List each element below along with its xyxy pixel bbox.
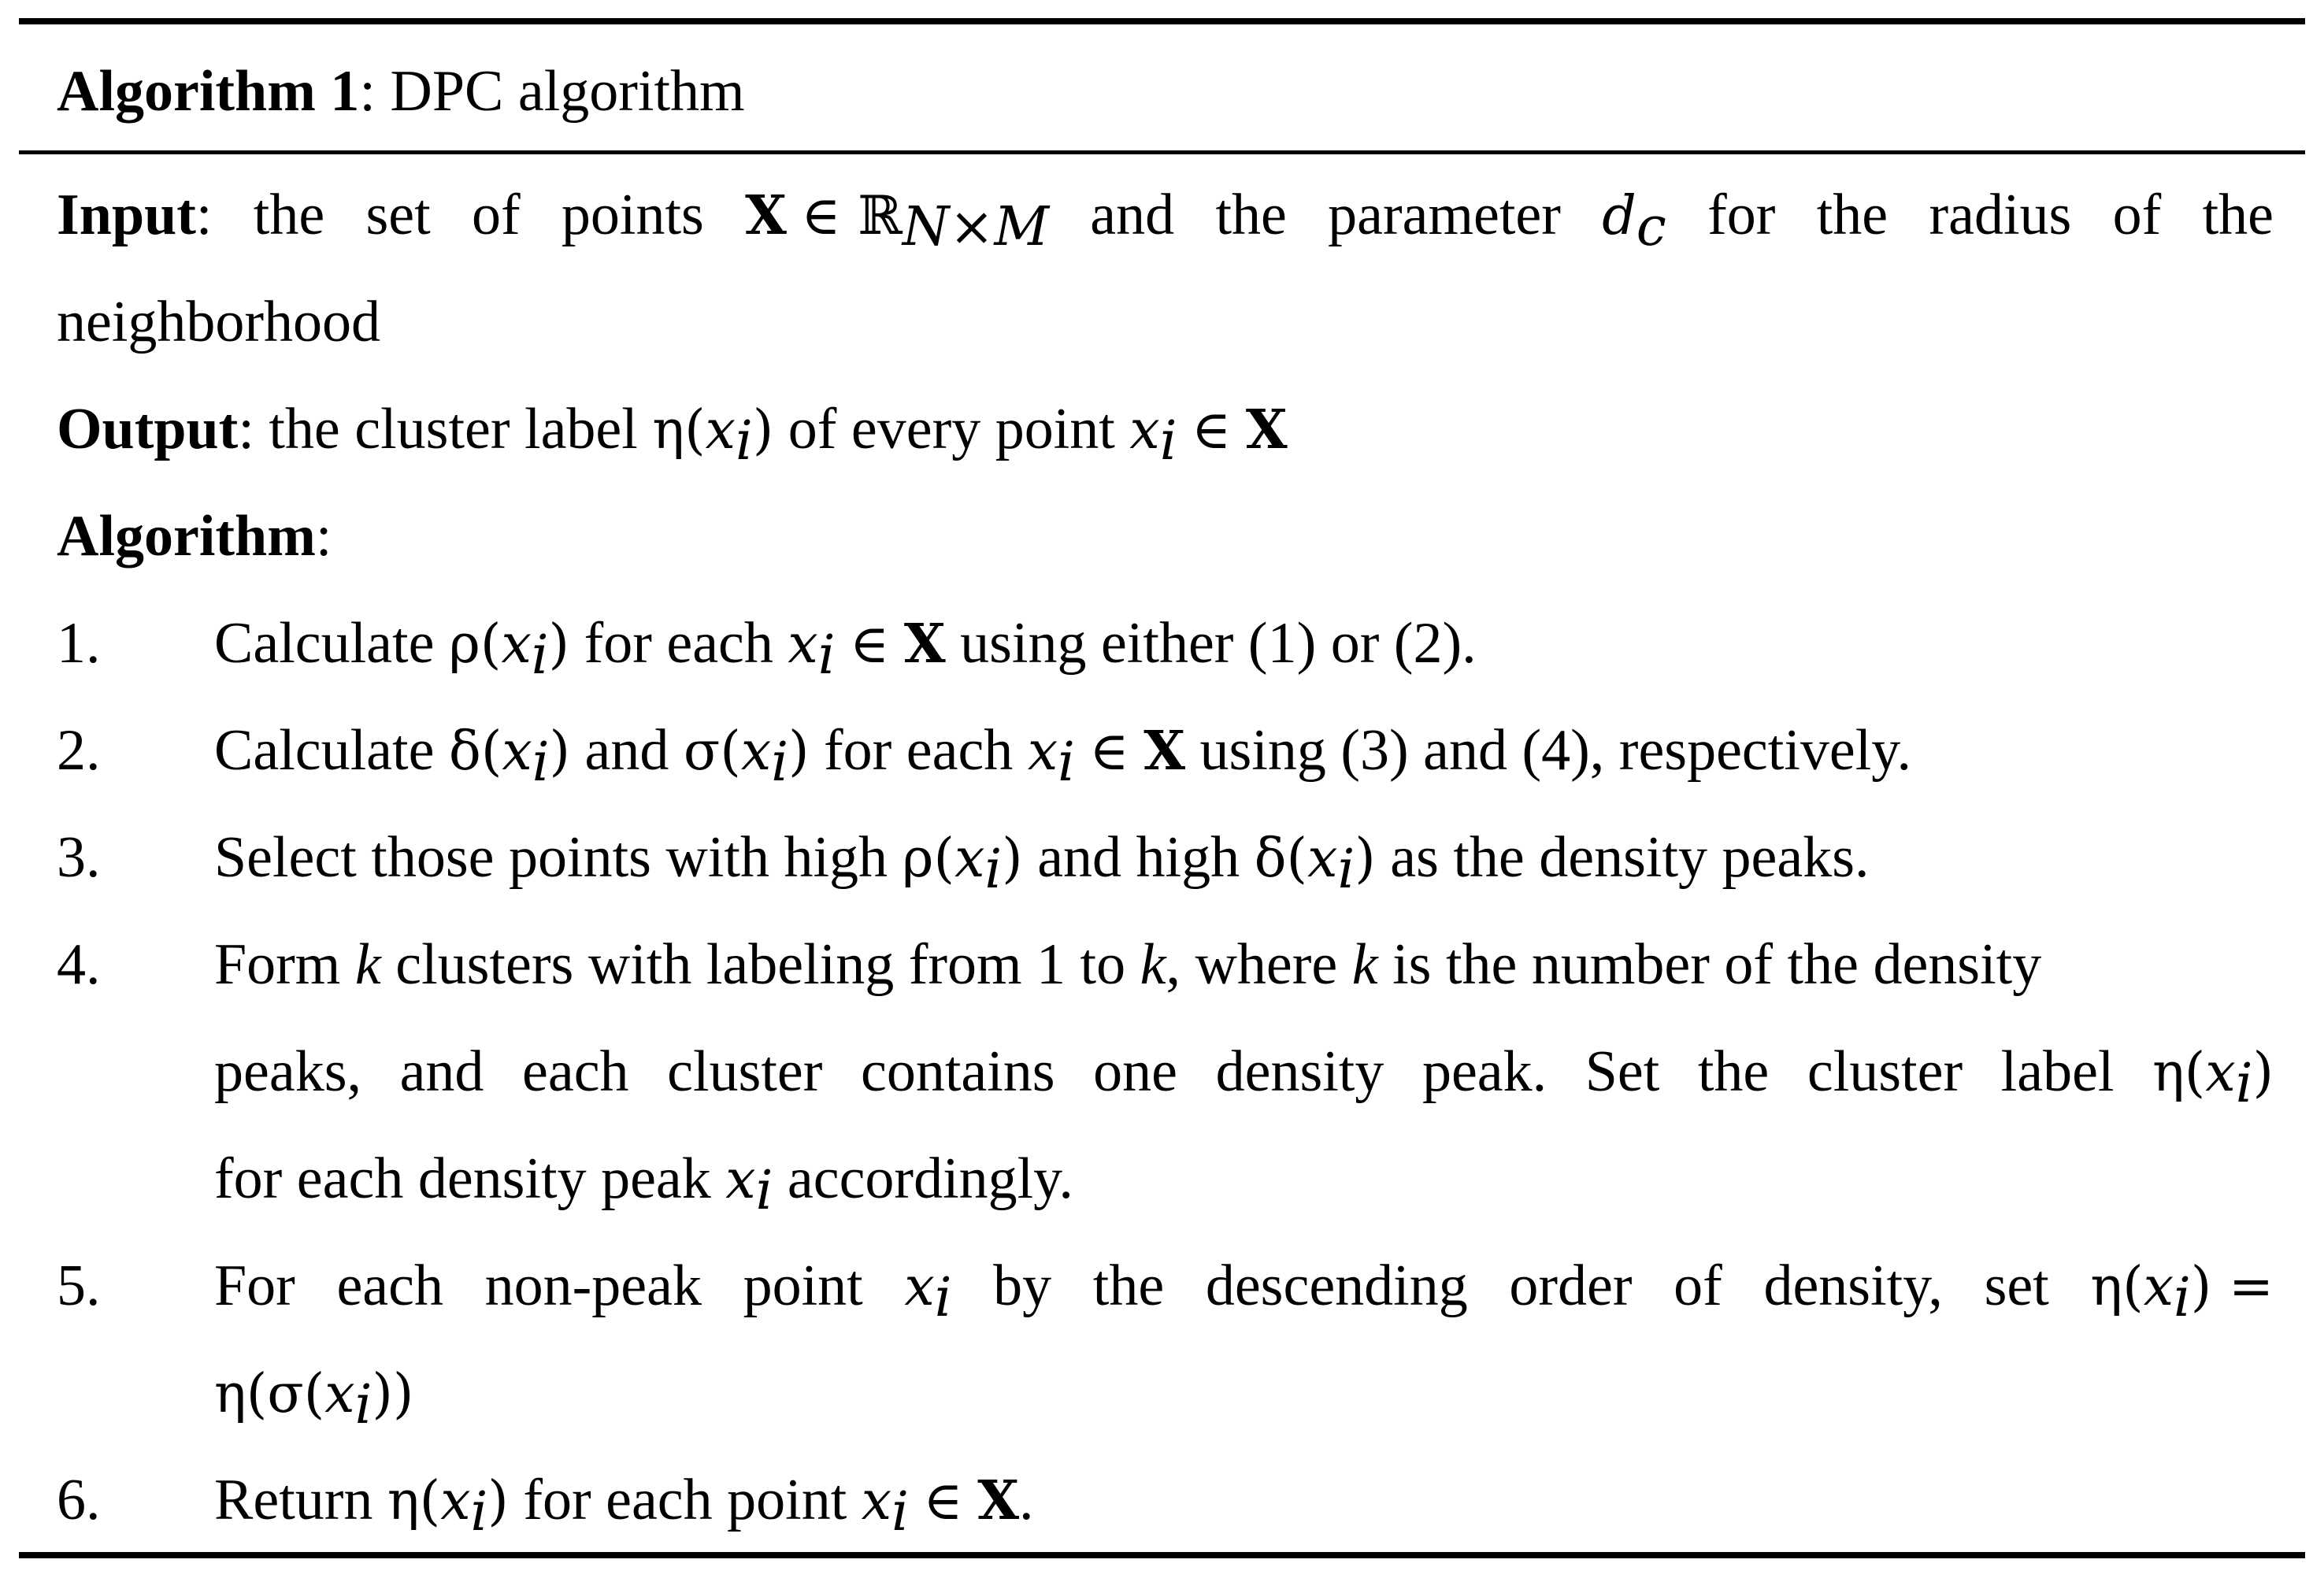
top-rule xyxy=(19,18,2305,24)
algorithm-label-line: Algorithm: xyxy=(57,504,332,569)
algorithm-label: Algorithm xyxy=(57,504,316,569)
step-number: 4. xyxy=(57,932,101,997)
output-line: Output: the cluster label $\eta(x_i)$ of every point $x_i$ ∈ X xyxy=(57,397,1288,472)
step-2-text: Calculate $\delta(x_i)$ and $\sigma(x_i)$ for each $x_i$ ∈ X using (3) and (4), respectively. xyxy=(214,718,1911,794)
algorithm-name: : DPC algorithm xyxy=(359,59,745,124)
step-3-text: Select those points with high $\rho(x_i)$ and high $\delta(x_i)$ as the density peaks. xyxy=(214,825,1870,901)
input-line-2: neighborhood xyxy=(57,290,381,354)
input-label: Input xyxy=(57,183,196,247)
algorithm-title xyxy=(57,52,2305,131)
input-line-1: Input: the set of points X ∈ ℝ$_{N\times M}$ and the parameter $d_c$ for the radius of the xyxy=(57,183,2274,258)
step-number: 5. xyxy=(57,1254,101,1318)
step-4-text-line-1: Form k clusters with labeling from 1 to k, where k is the number of the density xyxy=(214,932,2042,997)
algorithm-number: Algorithm 1 xyxy=(57,59,360,124)
step-4-text-line-2: peaks, and each cluster contains one density peak. Set the cluster label $\eta(x_i)$ xyxy=(214,1039,2274,1115)
step-5-text-line-2: $\eta(\sigma(x_i))$ xyxy=(214,1363,414,1436)
step-number: 6. xyxy=(57,1468,101,1532)
step-6-text: Return $\eta(x_i)$ for each point $x_i$ ∈ X. xyxy=(214,1468,1034,1543)
bottom-rule xyxy=(19,1552,2305,1558)
step-number: 1. xyxy=(57,611,101,676)
header-rule xyxy=(19,150,2305,154)
step-4-text-line-3: for each density peak $x_i$ accordingly. xyxy=(214,1146,1073,1222)
step-1-text: Calculate $\rho(x_i)$ for each $x_i$ ∈ X using either (1) or (2). xyxy=(214,611,1477,687)
step-number: 3. xyxy=(57,825,101,890)
step-5-text-line-1: For each non-peak point $x_i$ by the descending order of density, set $\eta(x_i)$ = xyxy=(214,1254,2274,1329)
step-number: 2. xyxy=(57,718,101,783)
output-label: Output xyxy=(57,397,239,461)
